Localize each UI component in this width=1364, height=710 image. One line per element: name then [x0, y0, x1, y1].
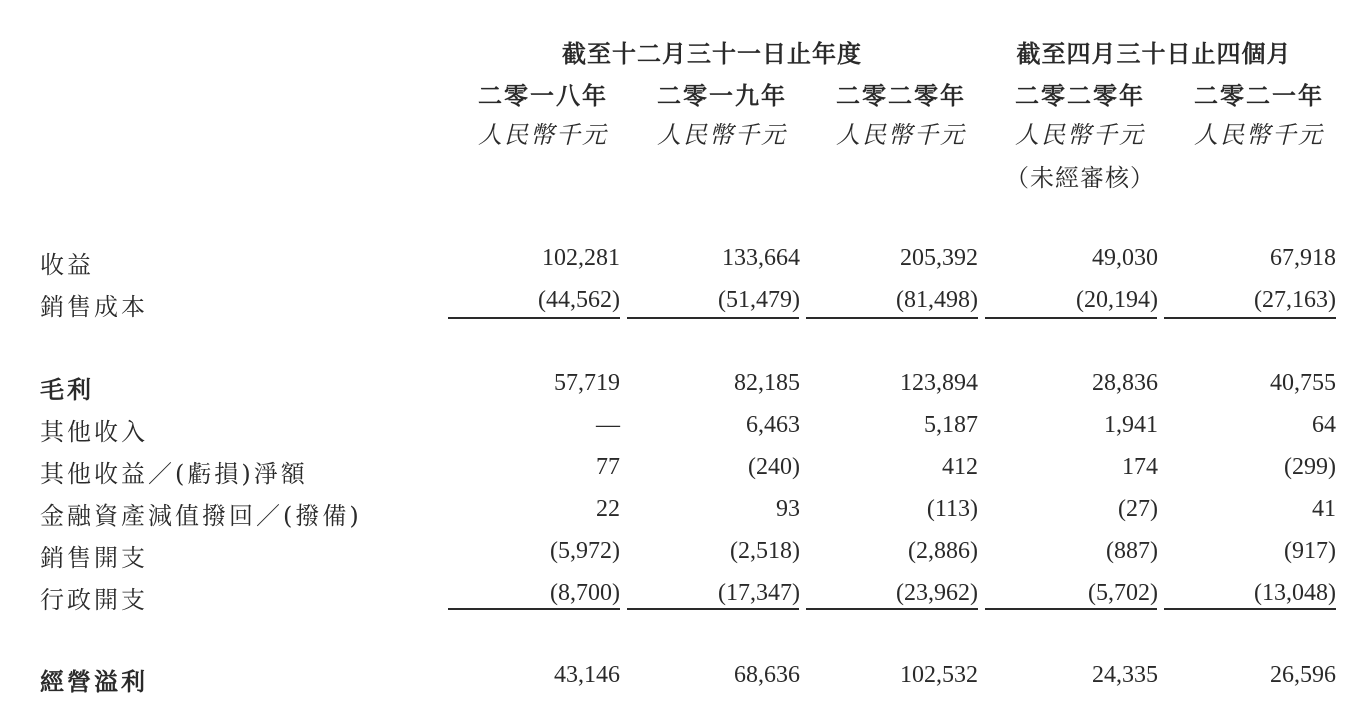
value-cost-of-sales-2020-4m: (20,194): [1076, 287, 1158, 313]
value-other-income-2019: 6,463: [746, 412, 800, 438]
value-other-income-2021-4m: 64: [1312, 412, 1336, 438]
value-operating-profit-2020-4m: 24,335: [1092, 662, 1158, 688]
value-operating-profit-2020: 102,532: [900, 662, 978, 688]
column-unit: 人民幣千元: [1015, 121, 1145, 149]
column-unit: 人民幣千元: [836, 121, 966, 149]
value-gross-profit-2020-4m: 28,836: [1092, 370, 1158, 396]
value-revenue-2018: 102,281: [542, 245, 620, 271]
value-admin-expenses-2021-4m: (13,048): [1254, 580, 1336, 606]
column-unit: 人民幣千元: [478, 121, 608, 149]
value-other-income-2020-4m: 1,941: [1104, 412, 1158, 438]
value-admin-expenses-2020-4m: (5,702): [1088, 580, 1158, 606]
value-other-gains-2019: (240): [748, 454, 800, 480]
row-label-cost-of-sales: 銷售成本: [40, 293, 148, 321]
value-impairment-2021-4m: 41: [1312, 496, 1336, 522]
value-cost-of-sales-2019: (51,479): [718, 287, 800, 313]
subtotal-rule: [627, 317, 799, 319]
header-four-months-group: 截至四月三十日止四個月: [1016, 39, 1292, 68]
value-gross-profit-2019: 82,185: [734, 370, 800, 396]
value-other-gains-2021-4m: (299): [1284, 454, 1336, 480]
column-year: 二零二零年: [1015, 81, 1145, 110]
value-other-income-2018: —: [596, 412, 620, 438]
value-revenue-2020: 205,392: [900, 245, 978, 271]
value-other-gains-2018: 77: [596, 454, 620, 480]
value-cost-of-sales-2020: (81,498): [896, 287, 978, 313]
value-impairment-2018: 22: [596, 496, 620, 522]
value-revenue-2020-4m: 49,030: [1092, 245, 1158, 271]
column-year: 二零一八年: [478, 81, 608, 110]
row-label-revenue: 收益: [40, 251, 94, 279]
row-label-gross-profit: 毛利: [40, 375, 94, 404]
value-selling-expenses-2021-4m: (917): [1284, 538, 1336, 564]
value-operating-profit-2018: 43,146: [554, 662, 620, 688]
subtotal-rule: [985, 608, 1157, 610]
value-impairment-2019: 93: [776, 496, 800, 522]
column-unit: 人民幣千元: [657, 121, 787, 149]
value-admin-expenses-2018: (8,700): [550, 580, 620, 606]
row-label-selling-expenses: 銷售開支: [40, 544, 148, 572]
value-gross-profit-2021-4m: 40,755: [1270, 370, 1336, 396]
value-operating-profit-2021-4m: 26,596: [1270, 662, 1336, 688]
value-other-income-2020: 5,187: [924, 412, 978, 438]
value-gross-profit-2018: 57,719: [554, 370, 620, 396]
subtotal-rule: [806, 608, 978, 610]
value-admin-expenses-2020: (23,962): [896, 580, 978, 606]
subtotal-rule: [627, 608, 799, 610]
column-year: 二零一九年: [657, 81, 787, 110]
value-admin-expenses-2019: (17,347): [718, 580, 800, 606]
value-operating-profit-2019: 68,636: [734, 662, 800, 688]
row-label-other-gains-losses: 其他收益／(虧損)淨額: [40, 460, 308, 488]
subtotal-rule: [448, 317, 620, 319]
value-selling-expenses-2019: (2,518): [730, 538, 800, 564]
value-cost-of-sales-2018: (44,562): [538, 287, 620, 313]
column-year: 二零二零年: [836, 81, 966, 110]
subtotal-rule: [1164, 317, 1336, 319]
column-unaudited-note: （未經審核）: [1005, 164, 1155, 192]
value-impairment-2020: (113): [926, 496, 978, 522]
value-gross-profit-2020: 123,894: [900, 370, 978, 396]
subtotal-rule: [1164, 608, 1336, 610]
subtotal-rule: [806, 317, 978, 319]
subtotal-rule: [985, 317, 1157, 319]
value-other-gains-2020-4m: 174: [1122, 454, 1158, 480]
value-revenue-2019: 133,664: [722, 245, 800, 271]
subtotal-rule: [448, 608, 620, 610]
value-selling-expenses-2018: (5,972): [550, 538, 620, 564]
value-revenue-2021-4m: 67,918: [1270, 245, 1336, 271]
header-year-end-group: 截至十二月三十一日止年度: [562, 39, 862, 68]
row-label-impairment-reversal: 金融資產減值撥回／(撥備): [40, 502, 362, 530]
value-selling-expenses-2020-4m: (887): [1106, 538, 1158, 564]
value-other-gains-2020: 412: [942, 454, 978, 480]
row-label-other-income: 其他收入: [40, 418, 148, 446]
row-label-admin-expenses: 行政開支: [40, 586, 148, 614]
column-unit: 人民幣千元: [1194, 121, 1324, 149]
value-selling-expenses-2020: (2,886): [908, 538, 978, 564]
row-label-operating-profit: 經營溢利: [40, 667, 148, 696]
value-cost-of-sales-2021-4m: (27,163): [1254, 287, 1336, 313]
value-impairment-2020-4m: (27): [1118, 496, 1158, 522]
column-year: 二零二一年: [1194, 81, 1324, 110]
